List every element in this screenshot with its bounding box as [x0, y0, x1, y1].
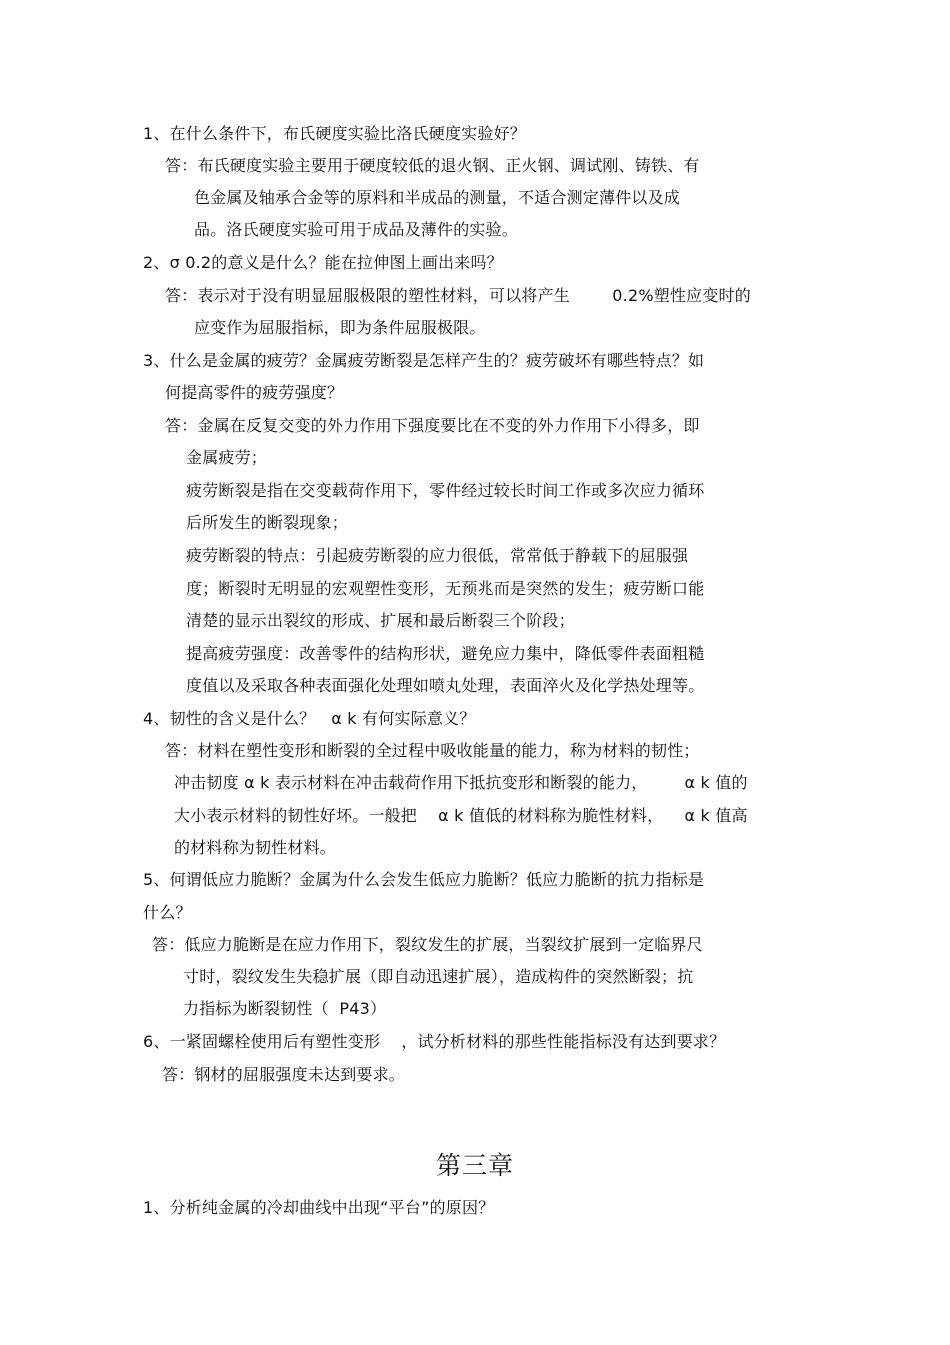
- answer-3-line-4: 后所发生的断裂现象；: [186, 513, 349, 532]
- question-5-line-2: 什么？: [143, 903, 192, 922]
- answer-5-line-1: 答：低应力脆断是在应力作用下，裂纹发生的扩展，当裂纹扩展到一定临界尺: [152, 935, 703, 954]
- question-2: 2、σ 0.2的意义是什么？能在拉伸图上画出来吗？: [143, 253, 503, 272]
- answer-4-line-1: 答：材料在塑性变形和断裂的全过程中吸收能量的能力，称为材料的韧性；: [165, 741, 700, 760]
- question-1: 1、在什么条件下，布氏硬度实验比洛氏硬度实验好？: [143, 124, 526, 143]
- answer-4-line-4: 的材料称为韧性材料。: [174, 838, 337, 857]
- answer-1-line-3: 品。洛氏硬度实验可用于成品及薄件的实验。: [194, 220, 519, 239]
- answer-4-line-3: 大小表示材料的韧性好坏。一般把 α k 值低的材料称为脆性材料， α k 值高: [174, 806, 748, 825]
- answer-1-line-1: 答：布氏硬度实验主要用于硬度较低的退火钢、正火钢、调试刚、铸铁、有: [165, 156, 700, 175]
- question-5-line-1: 5、何谓低应力脆断？金属为什么会发生低应力脆断？低应力脆断的抗力指标是: [143, 870, 705, 889]
- question-3-line-2: 何提高零件的疲劳强度？: [165, 383, 344, 402]
- answer-5-line-2: 寸时，裂纹发生失稳扩展（即自动迅速扩展），造成构件的突然断裂；抗: [183, 967, 694, 986]
- question-4: 4、韧性的含义是什么？ α k 有何实际意义？: [143, 709, 476, 728]
- chapter-title: 第三章: [435, 1151, 514, 1180]
- answer-3-line-8: 提高疲劳强度：改善零件的结构形状，避免应力集中，降低零件表面粗糙: [186, 644, 705, 663]
- question-6: 6、一紧固螺栓使用后有塑性变形 ，试分析材料的那些性能指标没有达到要求？: [143, 1032, 726, 1051]
- answer-3-line-1: 答：金属在反复交变的外力作用下强度要比在不变的外力作用下小得多，即: [165, 416, 700, 435]
- chapter-3-question-1: 1、分析纯金属的冷却曲线中出现“平台”的原因？: [143, 1198, 495, 1217]
- answer-3-line-3: 疲劳断裂是指在交变载荷作用下，零件经过较长时间工作或多次应力循环: [186, 481, 705, 500]
- answer-3-line-7: 清楚的显示出裂纹的形成、扩展和最后断裂三个阶段；: [186, 611, 575, 630]
- question-3-line-1: 3、什么是金属的疲劳？金属疲劳断裂是怎样产生的？疲劳破坏有哪些特点？如: [143, 351, 705, 370]
- answer-4-line-2: 冲击韧度 α k 表示材料在冲击载荷作用下抵抗变形和断裂的能力， α k 值的: [174, 773, 748, 792]
- answer-1-line-2: 色金属及轴承合金等的原料和半成品的测量，不适合测定薄件以及成: [194, 188, 681, 207]
- answer-2-line-2: 应变作为屈服指标，即为条件屈服极限。: [194, 318, 486, 337]
- answer-3-line-5: 疲劳断裂的特点：引起疲劳断裂的应力很低，常常低于静载下的屈服强: [186, 546, 689, 565]
- answer-3-line-9: 度值以及采取各种表面强化处理如喷丸处理，表面淬火及化学热处理等。: [186, 676, 705, 695]
- answer-3-line-6: 度；断裂时无明显的宏观塑性变形，无预兆而是突然的发生；疲劳断口能: [186, 579, 705, 598]
- answer-3-line-2: 金属疲劳；: [186, 448, 268, 467]
- answer-6: 答：钢材的屈服强度未达到要求。: [162, 1065, 406, 1084]
- answer-5-line-3: 力指标为断裂韧性（ P43）: [183, 999, 387, 1018]
- answer-2-line-1: 答：表示对于没有明显屈服极限的塑性材料，可以将产生 0.2%塑性应变时的: [165, 286, 751, 305]
